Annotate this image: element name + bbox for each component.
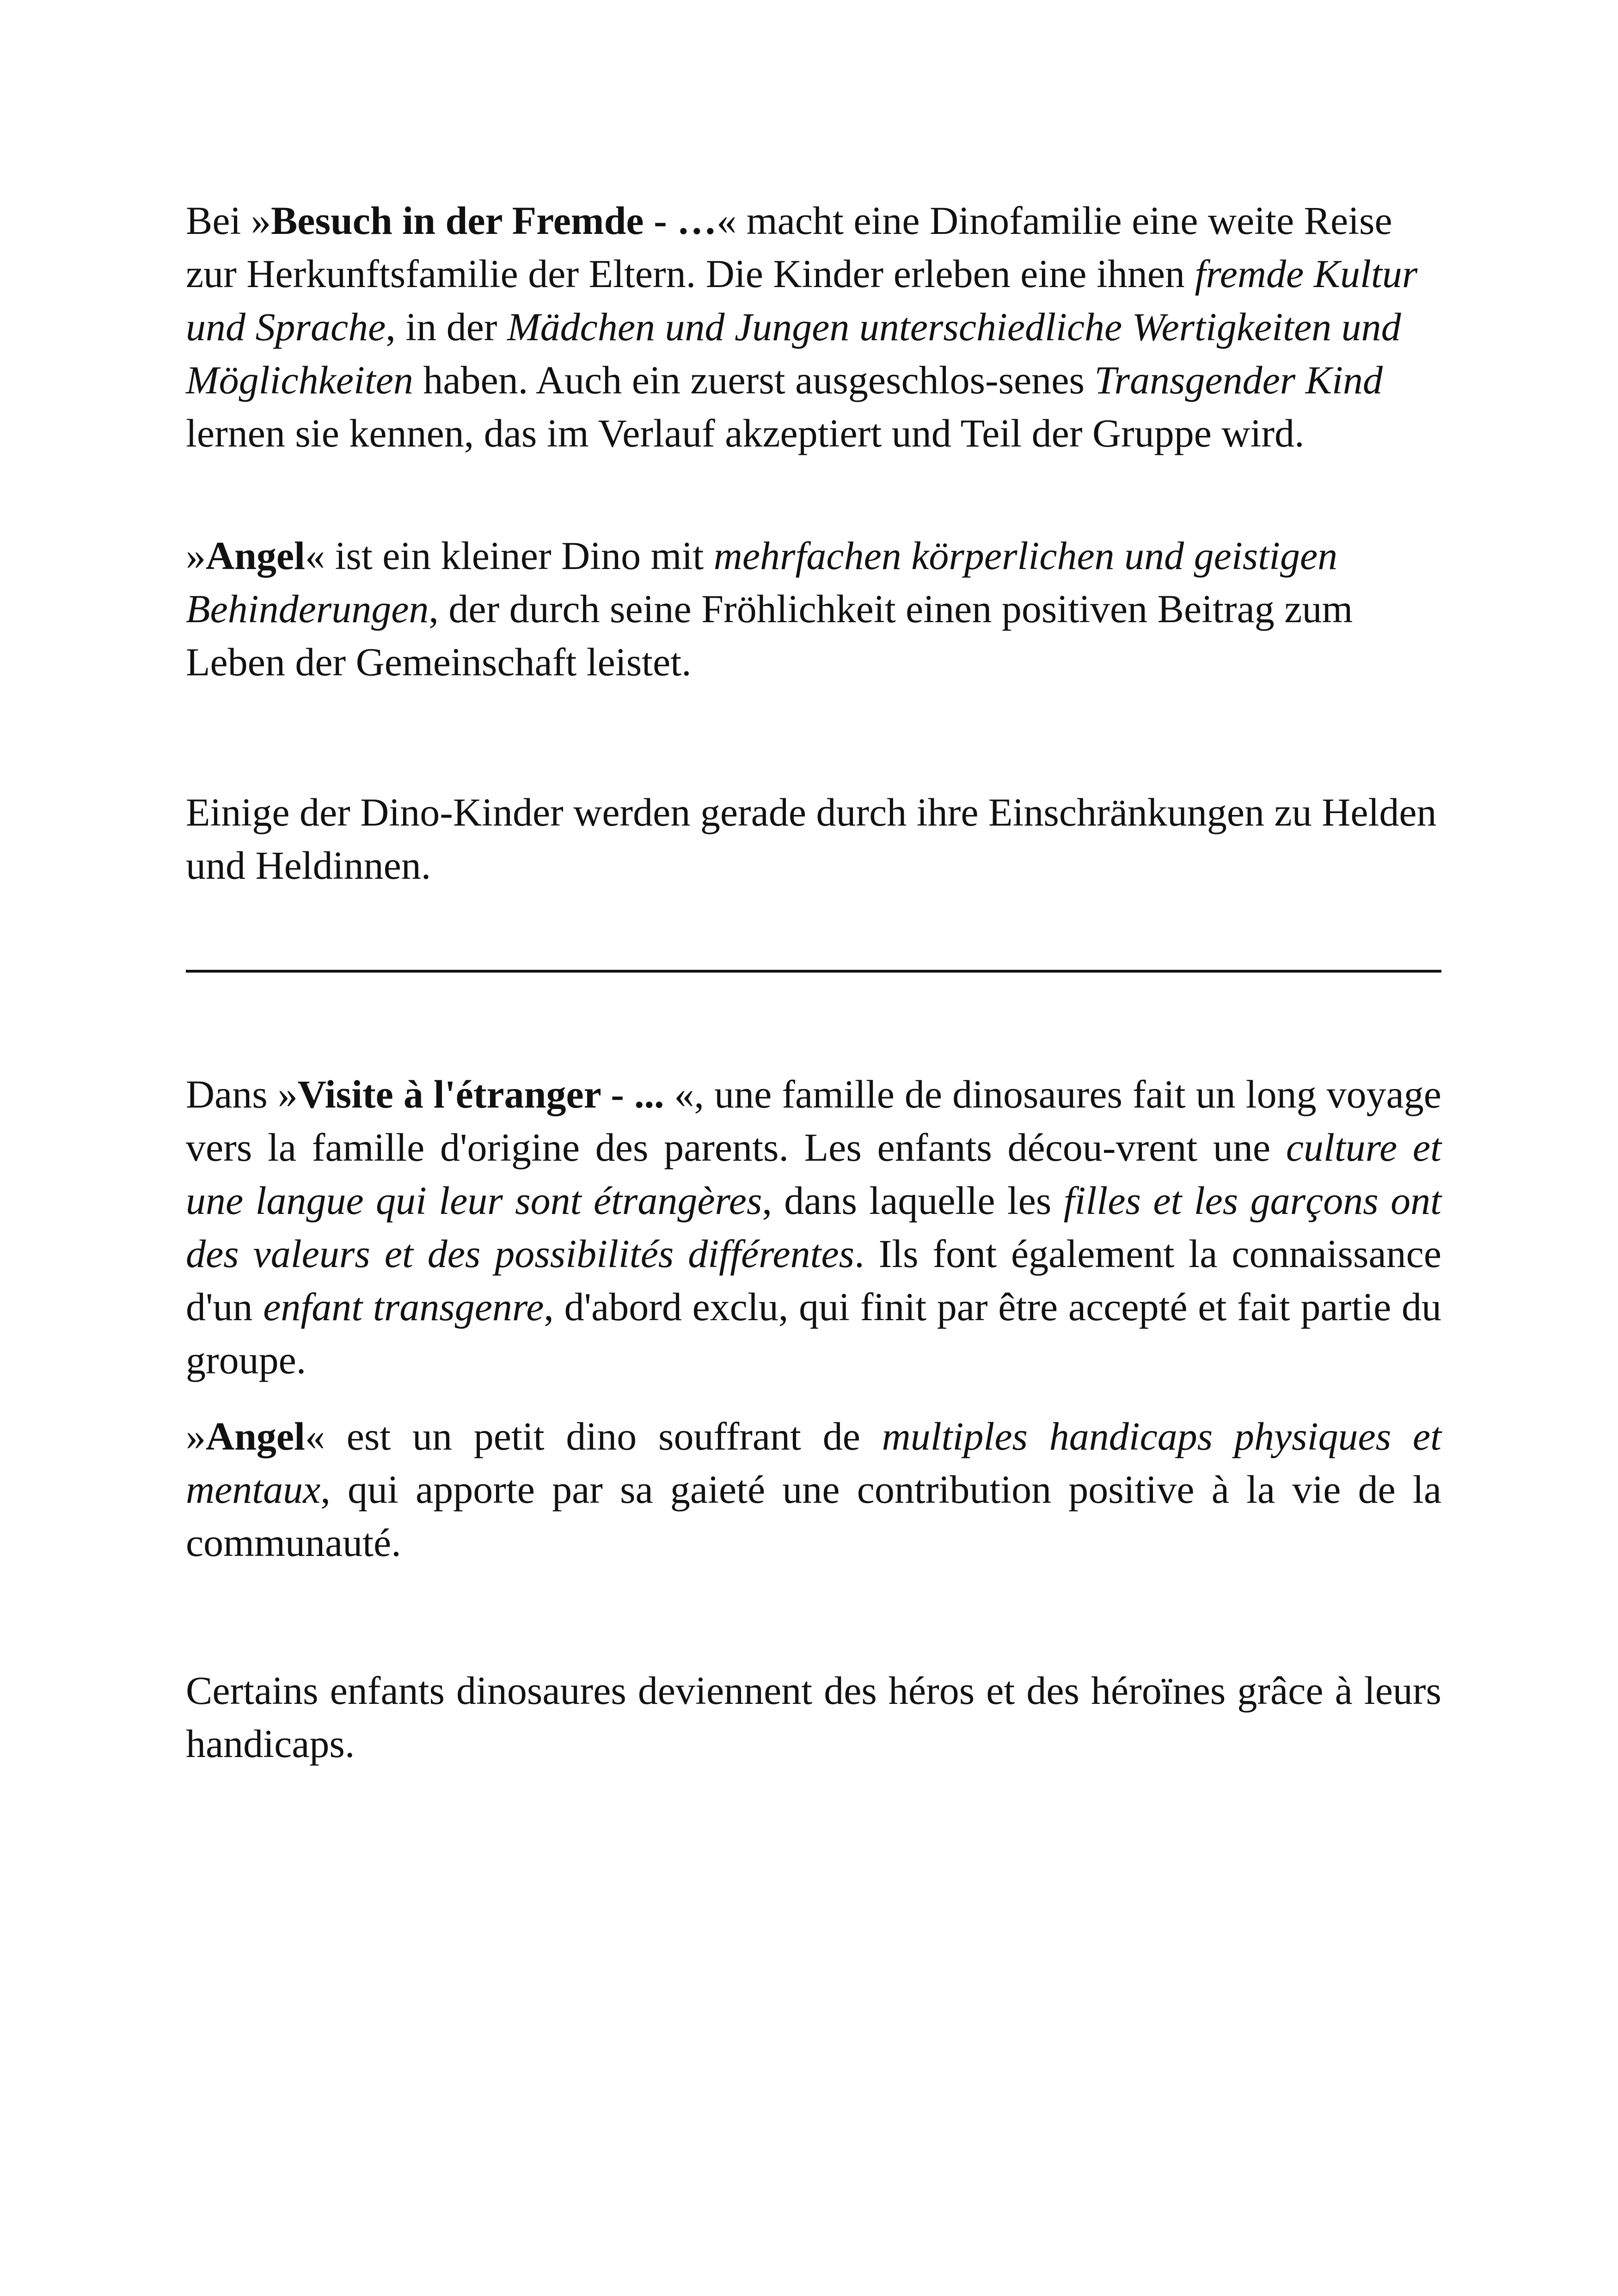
german-heroes-paragraph	[186, 786, 1441, 892]
book-title-angel-german: Angel	[206, 533, 305, 578]
emphasis-text: mehrfachen körperlichen und geistigen Behinderungen	[186, 533, 1338, 631]
text-run: , d'abord exclu, qui finit par être accepté et fait partie du groupe.	[186, 1285, 1442, 1382]
emphasis-text: multiples handicaps physiques et mentaux	[186, 1414, 1441, 1512]
text-run: «, une famille de dinosaures fait un long voyage vers la famille d'origine des parents. Les enfants décou-vrent une	[186, 1072, 1441, 1169]
french-intro-paragraph	[186, 1068, 1441, 1387]
french-angel-paragraph	[186, 1410, 1441, 1569]
text-run: « est un petit dino souffrant de	[305, 1414, 882, 1458]
text-run: , dans laquelle les	[762, 1178, 1064, 1223]
german-angel-paragraph	[186, 529, 1441, 689]
emphasis-text: Mädchen und Jungen unterschiedliche Wertigkeiten und Möglichkeiten	[186, 305, 1401, 402]
emphasis-text: filles et les garçons ont des valeurs et des possibilités différentes	[186, 1178, 1441, 1276]
section-divider	[186, 970, 1441, 973]
german-heroes-text: Einige der Dino-Kinder werden gerade durch ihre Einschränkungen zu Helden und Heldinnen.	[186, 790, 1437, 888]
french-angel-text	[186, 1410, 1441, 1569]
text-run: , der durch seine Fröhlichkeit einen positiven Beitrag zum Leben der Gemeinschaft leistet.	[186, 587, 1353, 684]
book-title-german: Besuch in der Fremde - …	[270, 198, 717, 243]
text-run: , qui apporte par sa gaieté une contribution positive à la vie de la communauté.	[186, 1467, 1441, 1565]
emphasis-text: fremde Kultur und Sprache	[186, 251, 1418, 349]
emphasis-text: enfant transgenre	[263, 1285, 544, 1329]
german-intro-paragraph	[186, 194, 1441, 460]
text-run: « macht eine Dinofamilie eine weite Reise zur Herkunftsfamilie der Eltern. Die Kinder erleben eine ihnen	[186, 198, 1392, 296]
book-title-angel-french: Angel	[206, 1414, 305, 1458]
text-run: « ist ein kleiner Dino mit	[305, 533, 714, 578]
text-run: »	[186, 1414, 206, 1458]
emphasis-text: Transgender Kind	[1094, 358, 1383, 402]
text-run: lernen sie kennen, das im Verlauf akzeptiert und Teil der Gruppe wird.	[186, 411, 1305, 455]
french-heroes-paragraph	[186, 1664, 1441, 1770]
emphasis-text: culture et une langue qui leur sont étrangères	[186, 1125, 1441, 1223]
french-heroes-text: Certains enfants dinosaures deviennent des héros et des héroïnes grâce à leurs handicaps.	[186, 1668, 1441, 1766]
german-angel-text	[186, 529, 1441, 689]
german-intro-text	[186, 194, 1441, 460]
text-run: haben. Auch ein zuerst ausgeschlos-senes	[413, 358, 1095, 402]
text-run: Bei »	[186, 198, 271, 243]
french-intro-text	[186, 1068, 1441, 1387]
book-title-french: Visite à l'étranger - ...	[297, 1072, 664, 1116]
text-run: »	[186, 533, 206, 578]
text-run: , in der	[386, 305, 508, 349]
text-run: Dans »	[186, 1072, 298, 1116]
text-run: . Ils font également la connaissance d'un	[186, 1231, 1441, 1329]
